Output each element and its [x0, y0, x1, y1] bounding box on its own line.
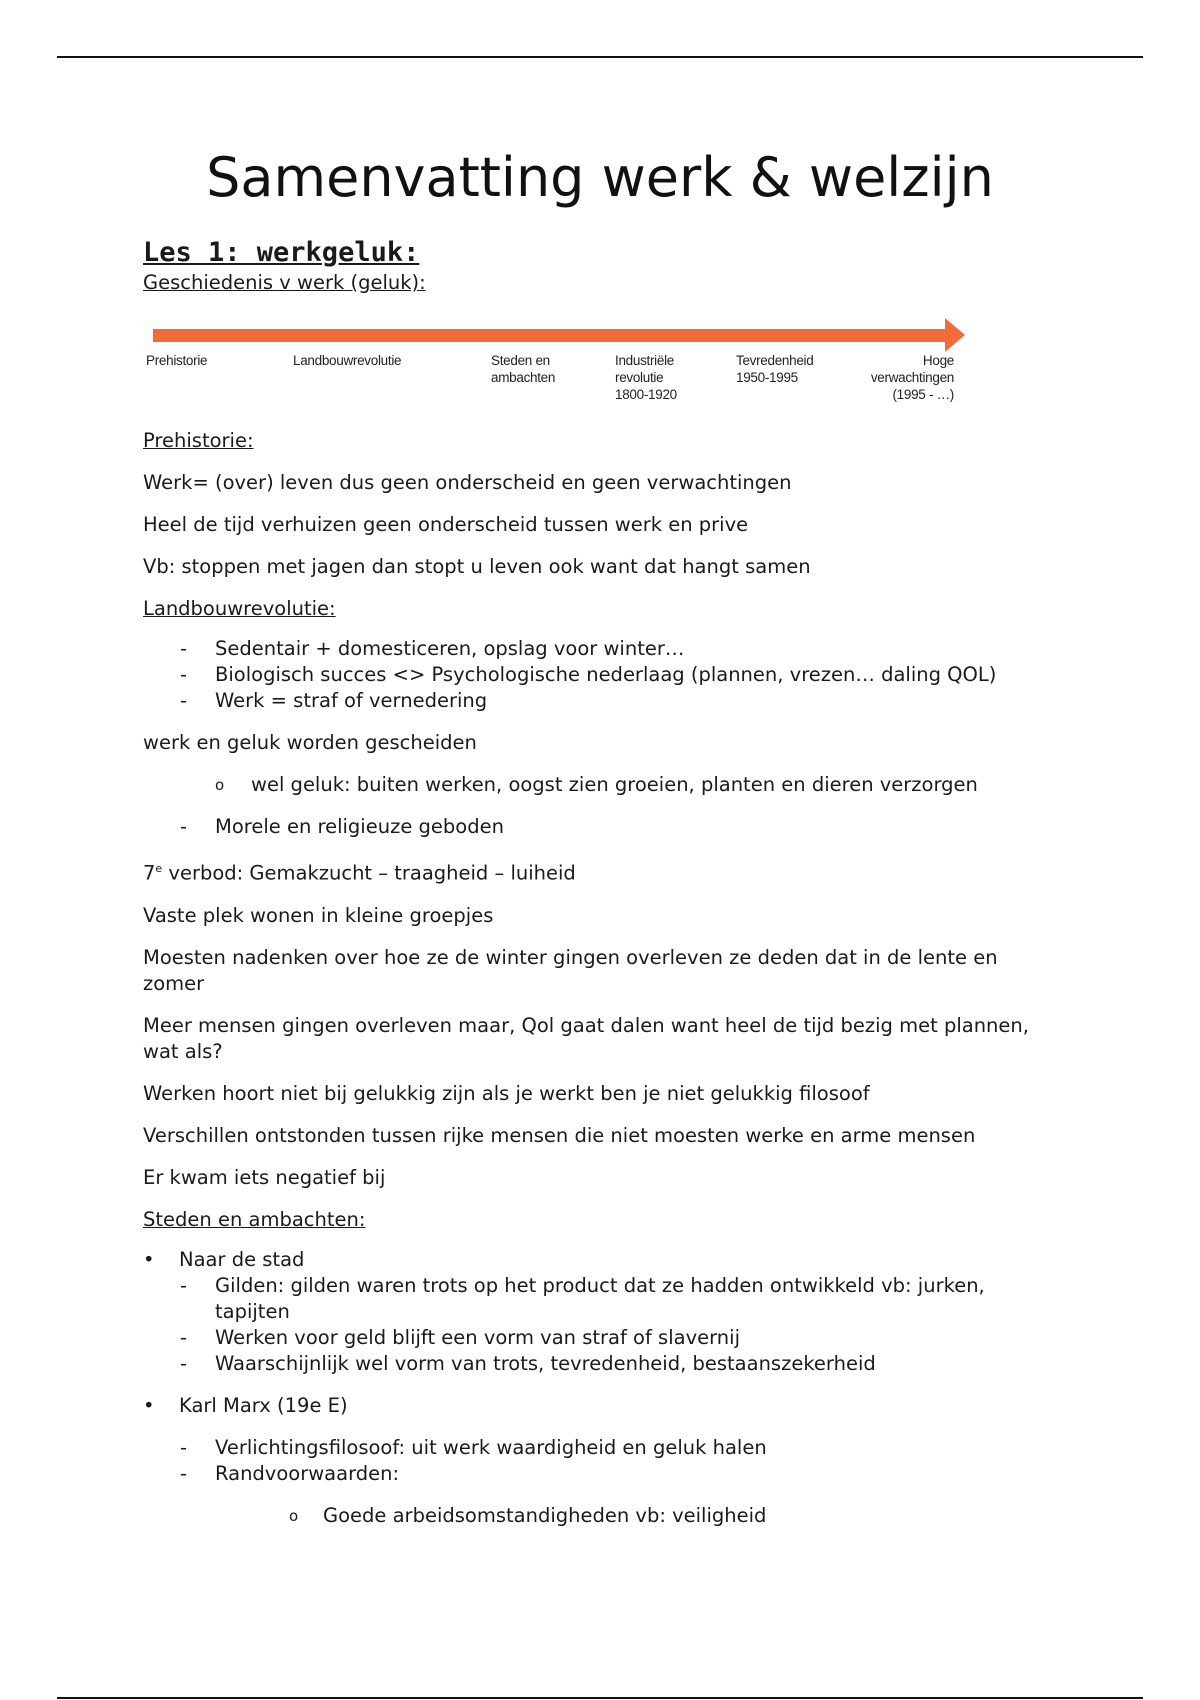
- top-rule: [57, 56, 1143, 58]
- text-line: Heel de tijd verhuizen geen onderscheid tussen werk en prive: [143, 513, 749, 536]
- dash-marker: -: [180, 1325, 188, 1349]
- text-line: Werk= (over) leven dus geen onderscheid en geen verwachtingen: [143, 471, 792, 494]
- list-item: o Goede arbeidsomstandigheden vb: veiligheid: [289, 1503, 767, 1527]
- dash-marker: -: [180, 663, 188, 686]
- dash-marker: -: [180, 637, 188, 660]
- text-line: Moesten nadenken over hoe ze de winter gingen overleven ze deden dat in de lente en zomer: [143, 945, 998, 995]
- text-line: Vb: stoppen met jagen dan stopt u leven ook want dat hangt samen: [143, 555, 811, 578]
- dash-marker: -: [180, 1273, 188, 1297]
- dash-marker: -: [180, 1351, 188, 1375]
- list-item: - Randvoorwaarden:: [180, 1461, 400, 1485]
- timeline-label-industrie: Industriële revolutie 1800-1920: [615, 353, 677, 402]
- dash-marker: -: [180, 815, 188, 838]
- dash-list: [143, 1273, 1043, 1377]
- dash-list: [143, 636, 1043, 714]
- timeline-arrow-head: [945, 318, 965, 352]
- list-item: • Naar de stad: [143, 1247, 305, 1271]
- text-line: Werken hoort niet bij gelukkig zijn als je werkt ben je niet gelukkig filosoof: [143, 1081, 870, 1105]
- document-title: Samenvatting werk & welzijn: [206, 146, 994, 209]
- history-timeline: [143, 318, 983, 418]
- list-item: - Waarschijnlijk wel vorm van trots, tevredenheid, bestaanszekerheid: [180, 1351, 876, 1375]
- timeline-label-verwachtingen: Hoge verwachtingen (1995 - …): [870, 353, 954, 402]
- list-item: • Karl Marx (19e E): [143, 1393, 348, 1417]
- bullet-marker: •: [143, 1247, 155, 1271]
- text-line: werk en geluk worden gescheiden: [143, 731, 477, 754]
- list-item: - Morele en religieuze geboden: [180, 815, 504, 838]
- bottom-rule: [57, 1697, 1143, 1699]
- dash-list: [143, 1435, 1043, 1487]
- list-item: - Gilden: gilden waren trots op het product dat ze hadden ontwikkeld vb: jurken, tapijten: [180, 1273, 985, 1323]
- list-item: - Werk = straf of vernedering: [180, 689, 488, 712]
- text-line: Verschillen ontstonden tussen rijke mensen die niet moesten werke en arme mensen: [143, 1123, 976, 1147]
- list-item: - Biologisch succes <> Psychologische nederlaag (plannen, vrezen… daling QOL): [180, 663, 997, 686]
- list-item: o wel geluk: buiten werken, oogst zien groeien, planten en dieren verzorgen: [215, 773, 978, 796]
- bullet-marker: •: [143, 1393, 155, 1417]
- circle-marker: o: [289, 1506, 299, 1525]
- dash-marker: -: [180, 1461, 188, 1485]
- section-heading-steden: Steden en ambachten:: [143, 1207, 366, 1231]
- timeline-label-landbouw: Landbouwrevolutie: [293, 353, 402, 368]
- text-line: Meer mensen gingen overleven maar, Qol gaat dalen want heel de tijd bezig met plannen, wat als?: [143, 1013, 1029, 1063]
- timeline-arrow-shaft: [153, 329, 953, 342]
- document-body: [143, 236, 1043, 1529]
- list-item: - Sedentair + domesticeren, opslag voor winter…: [180, 637, 685, 660]
- timeline-label-prehistorie: Prehistorie: [146, 353, 208, 368]
- section-heading-prehistorie: Prehistorie:: [143, 429, 254, 452]
- dash-list: [143, 814, 1043, 840]
- timeline-label-steden: Steden en ambachten: [491, 353, 556, 385]
- lesson-heading: Les 1: werkgeluk:: [143, 237, 420, 268]
- circle-marker: o: [215, 776, 225, 794]
- text-line: Er kwam iets negatief bij: [143, 1165, 386, 1189]
- history-heading: Geschiedenis v werk (geluk):: [143, 271, 426, 294]
- list-item: - Verlichtingsfilosoof: uit werk waardigheid en geluk halen: [180, 1435, 767, 1459]
- list-item: - Werken voor geld blijft een vorm van straf of slavernij: [180, 1325, 740, 1349]
- text-line: 7e verbod: Gemakzucht – traagheid – luiheid: [143, 861, 576, 885]
- dash-marker: -: [180, 1435, 188, 1459]
- text-line: Vaste plek wonen in kleine groepjes: [143, 903, 494, 927]
- timeline-label-tevredenheid: Tevredenheid 1950-1995: [736, 353, 814, 385]
- dash-marker: -: [180, 689, 188, 712]
- section-heading-landbouw: Landbouwrevolutie:: [143, 597, 336, 620]
